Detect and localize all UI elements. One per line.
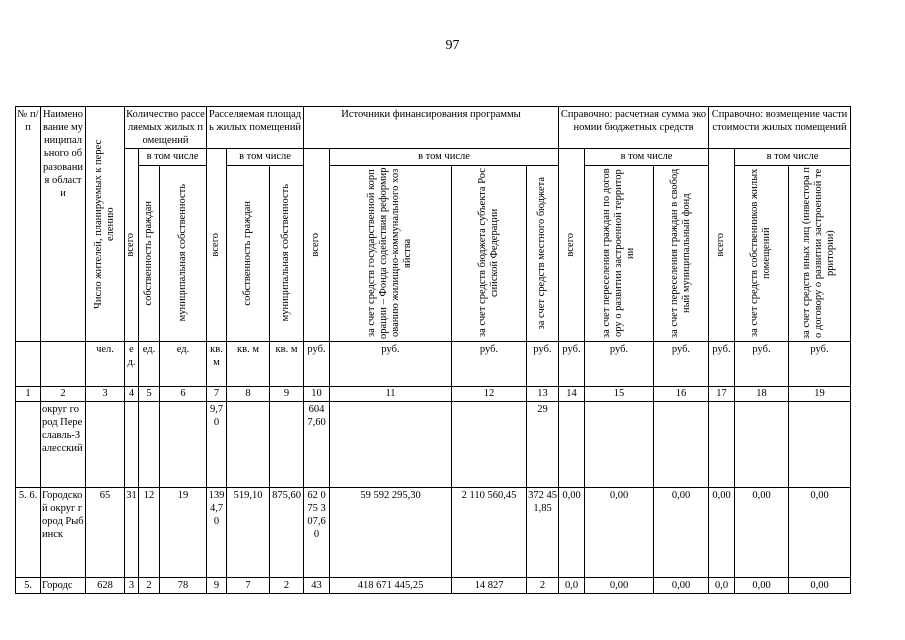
cell: 0,00 bbox=[709, 487, 735, 577]
cell: 5. bbox=[16, 577, 41, 593]
cell: 0,00 bbox=[789, 577, 851, 593]
cell: 2 bbox=[527, 577, 559, 593]
cell: 0,00 bbox=[585, 577, 654, 593]
cell: 1394,70 bbox=[207, 487, 227, 577]
cell: 372 451,85 bbox=[527, 487, 559, 577]
unit-cell: кв. м bbox=[207, 341, 227, 386]
header-residents: Число жителей, планируемых к переселению bbox=[86, 107, 125, 342]
col-number: 8 bbox=[227, 386, 270, 401]
col-number: 12 bbox=[452, 386, 527, 401]
cell: 875,60 bbox=[270, 487, 304, 577]
cell: 0,0 bbox=[559, 577, 585, 593]
header-savings: Справочно: расчетная сумма экономии бюджетных средств bbox=[559, 107, 709, 149]
unit-cell: руб. bbox=[330, 341, 452, 386]
cell: 59 592 295,30 bbox=[330, 487, 452, 577]
header-row-1 bbox=[16, 107, 851, 149]
header-src-subject: за счет средств бюджета субъекта Российской Федерации bbox=[452, 165, 527, 341]
cell: 0,00 bbox=[735, 577, 789, 593]
cell: 628 bbox=[86, 577, 125, 593]
col-number: 1 bbox=[16, 386, 41, 401]
unit-cell: чел. bbox=[86, 341, 125, 386]
col-number: 9 bbox=[270, 386, 304, 401]
municipality-name: округ город Переславль-Залесский bbox=[41, 401, 86, 487]
cell bbox=[789, 401, 851, 487]
municipality-name: Городс bbox=[41, 577, 86, 593]
cell: 19 bbox=[160, 487, 207, 577]
cell bbox=[270, 401, 304, 487]
col-number: 15 bbox=[585, 386, 654, 401]
cell: 2 110 560,45 bbox=[452, 487, 527, 577]
header-sav-free: за счет переселения граждан в свободный муниципальный фонд bbox=[654, 165, 709, 341]
cell: 2 bbox=[139, 577, 160, 593]
cell: 9 bbox=[207, 577, 227, 593]
col-number: 3 bbox=[86, 386, 125, 401]
header-area-incl: в том числе bbox=[227, 149, 304, 165]
unit-cell: руб. bbox=[735, 341, 789, 386]
header-savings-total: всего bbox=[559, 149, 585, 341]
col-number: 18 bbox=[735, 386, 789, 401]
header-src-local: за счет средств местного бюджета bbox=[527, 165, 559, 341]
table-row bbox=[16, 401, 851, 487]
unit-cell: руб. bbox=[789, 341, 851, 386]
column-numbers-row bbox=[16, 386, 851, 401]
header-area-total: всего bbox=[207, 149, 227, 341]
col-number: 4 bbox=[125, 386, 139, 401]
cell bbox=[559, 401, 585, 487]
cell: 0,00 bbox=[735, 487, 789, 577]
cell bbox=[330, 401, 452, 487]
cell bbox=[452, 401, 527, 487]
municipality-name: Городской округ город Рыбинск bbox=[41, 487, 86, 577]
unit-cell: кв. м bbox=[227, 341, 270, 386]
header-rooms: Количество расселяемых жилых помещений bbox=[125, 107, 207, 149]
cell bbox=[585, 401, 654, 487]
header-name: Наименование муниципального образования области bbox=[41, 107, 86, 342]
cell bbox=[139, 401, 160, 487]
cell: 519,10 bbox=[227, 487, 270, 577]
unit-cell bbox=[16, 341, 41, 386]
cell bbox=[735, 401, 789, 487]
unit-cell bbox=[41, 341, 86, 386]
cell: 62 075 3 07,60 bbox=[304, 487, 330, 577]
col-number: 2 bbox=[41, 386, 86, 401]
col-number: 11 bbox=[330, 386, 452, 401]
header-reimb-total: всего bbox=[709, 149, 735, 341]
header-sources-incl: в том числе bbox=[330, 149, 559, 165]
units-row bbox=[16, 341, 851, 386]
header-rooms-incl: в том числе bbox=[139, 149, 207, 165]
cell: 12 bbox=[139, 487, 160, 577]
unit-cell: ед. bbox=[160, 341, 207, 386]
col-number: 19 bbox=[789, 386, 851, 401]
unit-cell: руб. bbox=[709, 341, 735, 386]
cell: 43 bbox=[304, 577, 330, 593]
header-sources-total: всего bbox=[304, 149, 330, 341]
header-row-2 bbox=[16, 149, 851, 165]
unit-cell: руб. bbox=[452, 341, 527, 386]
header-rooms-municipal: муниципальная собственность bbox=[160, 165, 207, 341]
cell bbox=[160, 401, 207, 487]
col-number: 16 bbox=[654, 386, 709, 401]
unit-cell: руб. bbox=[304, 341, 330, 386]
cell: 14 827 bbox=[452, 577, 527, 593]
cell: 9,70 bbox=[207, 401, 227, 487]
header-area-municipal: муниципальная собственность bbox=[270, 165, 304, 341]
cell: 65 bbox=[86, 487, 125, 577]
cell: 7 bbox=[227, 577, 270, 593]
header-rooms-citizens: собственность граждан bbox=[139, 165, 160, 341]
header-reimb-incl: в том числе bbox=[735, 149, 851, 165]
unit-cell: руб. bbox=[585, 341, 654, 386]
col-number: 13 bbox=[527, 386, 559, 401]
table-row bbox=[16, 577, 851, 593]
cell: 0,00 bbox=[654, 487, 709, 577]
unit-cell: руб. bbox=[527, 341, 559, 386]
cell: 5. 6. bbox=[16, 487, 41, 577]
col-number: 7 bbox=[207, 386, 227, 401]
header-reimb-other: за счет средств иных лиц (инвестора по договору о развитии застроенной территории) bbox=[789, 165, 851, 341]
header-area-citizens: собственность граждан bbox=[227, 165, 270, 341]
cell bbox=[227, 401, 270, 487]
header-reimb-owners: за счет средств собственников жилых помещений bbox=[735, 165, 789, 341]
cell bbox=[86, 401, 125, 487]
cell bbox=[709, 401, 735, 487]
cell: 0,00 bbox=[585, 487, 654, 577]
header-sav-dev: за счет переселения граждан по договору о развитии застроенной территории bbox=[585, 165, 654, 341]
cell: 604 7,60 bbox=[304, 401, 330, 487]
cell: 0,00 bbox=[559, 487, 585, 577]
col-number: 5 bbox=[139, 386, 160, 401]
cell: 29 bbox=[527, 401, 559, 487]
col-number: 10 bbox=[304, 386, 330, 401]
cell: 418 671 445,25 bbox=[330, 577, 452, 593]
unit-cell: руб. bbox=[654, 341, 709, 386]
col-number: 14 bbox=[559, 386, 585, 401]
unit-cell: ед. bbox=[125, 341, 139, 386]
cell: 31 bbox=[125, 487, 139, 577]
cell: 78 bbox=[160, 577, 207, 593]
header-rooms-total: всего bbox=[125, 149, 139, 341]
header-savings-incl: в том числе bbox=[585, 149, 709, 165]
unit-cell: руб. bbox=[559, 341, 585, 386]
table-row bbox=[16, 487, 851, 577]
cell: 0,00 bbox=[789, 487, 851, 577]
header-area: Расселяемая площадь жилых помещений bbox=[207, 107, 304, 149]
header-reimbursement: Справочно: возмещение части стоимости жилых помещений bbox=[709, 107, 851, 149]
header-sources: Источники финансирования программы bbox=[304, 107, 559, 149]
page-number: 97 bbox=[445, 38, 460, 53]
cell: 3 bbox=[125, 577, 139, 593]
cell bbox=[16, 401, 41, 487]
cell: 0,0 bbox=[709, 577, 735, 593]
cell: 0,00 bbox=[654, 577, 709, 593]
col-number: 6 bbox=[160, 386, 207, 401]
cell bbox=[125, 401, 139, 487]
header-src-fund: за счет средств государственной корпорации – Фонда содействия реформированию жилищно-коммунального хозяйства bbox=[330, 165, 452, 341]
unit-cell: кв. м bbox=[270, 341, 304, 386]
cell: 2 bbox=[270, 577, 304, 593]
header-no: № п/п bbox=[16, 107, 41, 342]
program-table bbox=[15, 106, 851, 594]
col-number: 17 bbox=[709, 386, 735, 401]
cell bbox=[654, 401, 709, 487]
unit-cell: ед. bbox=[139, 341, 160, 386]
